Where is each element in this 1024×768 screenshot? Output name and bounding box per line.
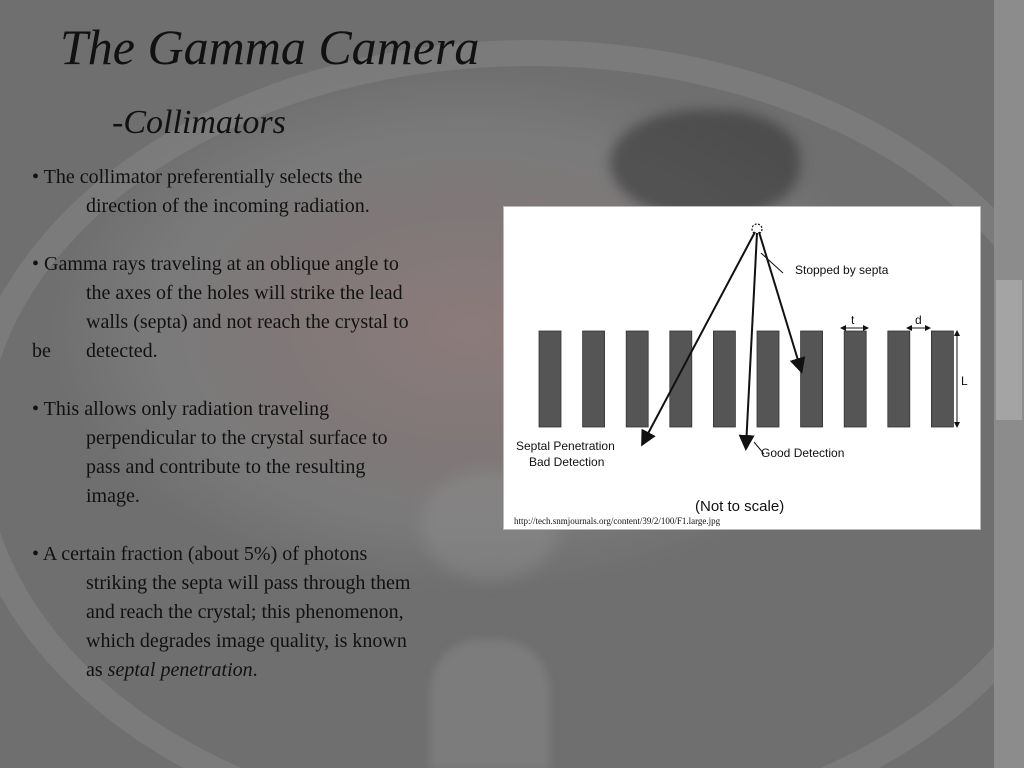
septum	[713, 331, 735, 427]
bullet-continuation	[32, 656, 502, 685]
collimator-diagram	[503, 206, 981, 530]
bullet-first-line: • Gamma rays traveling at an oblique angle to	[32, 253, 399, 275]
bullet-text: .	[252, 659, 258, 681]
bullet-item	[32, 540, 502, 685]
bullet-first-line: • The collimator preferentially selects the	[32, 166, 363, 188]
bullet-list	[32, 163, 502, 714]
septum	[844, 331, 866, 427]
septum	[757, 331, 779, 427]
bullet-continuation: image.	[86, 485, 140, 507]
bullet-text: as	[86, 659, 108, 681]
septa-length-label: L	[961, 374, 968, 388]
bullet-item	[32, 395, 502, 511]
bullet-continuation: pass and contribute to the resulting	[86, 456, 366, 478]
septum	[670, 331, 692, 427]
bullet-first-line: • A certain fraction (about 5%) of photons	[32, 543, 368, 565]
septum	[626, 331, 648, 427]
bullet-continuation: walls (septa) and not reach the crystal to	[86, 311, 409, 333]
septal-penetration-term: septal penetration	[107, 659, 253, 681]
slide-title: The Gamma Camera	[60, 19, 480, 75]
good-detection-ray	[746, 233, 757, 447]
septum	[801, 331, 823, 427]
good-detection-label: Good Detection	[761, 446, 845, 460]
stopped-by-septa-label: Stopped by septa	[795, 263, 889, 277]
septum	[539, 331, 561, 427]
septum	[931, 331, 953, 427]
bullet-continuation: the axes of the holes will strike the lead	[86, 282, 403, 304]
not-to-scale-note: (Not to scale)	[695, 498, 785, 515]
septa-thickness-label: t	[851, 313, 855, 327]
bullet-item	[32, 250, 502, 366]
stopped-label-pointer	[761, 253, 783, 273]
bullet-continuation: direction of the incoming radiation.	[86, 195, 370, 217]
hole-diameter-label: d	[915, 313, 922, 327]
figure-source-url: http://tech.snmjournals.org/content/39/2/100/F1.large.jpg	[514, 516, 721, 526]
septum	[583, 331, 605, 427]
bullet-continuation: perpendicular to the crystal surface to	[86, 427, 388, 449]
bullet-continuation: which degrades image quality, is known	[86, 630, 407, 652]
background-side-highlight	[996, 280, 1022, 420]
bullet-first-line: • This allows only radiation traveling	[32, 398, 330, 420]
bullet-wrap-prefix: be	[32, 340, 51, 362]
septal-penetration-ray	[643, 232, 755, 443]
septum	[888, 331, 910, 427]
bullet-continuation: striking the septa will pass through them	[86, 572, 411, 594]
septa-group	[539, 331, 953, 427]
bullet-item	[32, 163, 502, 221]
collimator-diagram-svg	[504, 207, 982, 531]
septal-penetration-label: Septal Penetration	[516, 439, 615, 453]
bullet-wrap-text: detected.	[86, 340, 158, 362]
slide-subtitle: -Collimators	[112, 104, 286, 141]
bad-detection-label: Bad Detection	[529, 455, 605, 469]
bullet-continuation: and reach the crystal; this phenomenon,	[86, 601, 404, 623]
bullet-continuation	[32, 337, 502, 366]
gamma-source-icon	[752, 224, 762, 234]
